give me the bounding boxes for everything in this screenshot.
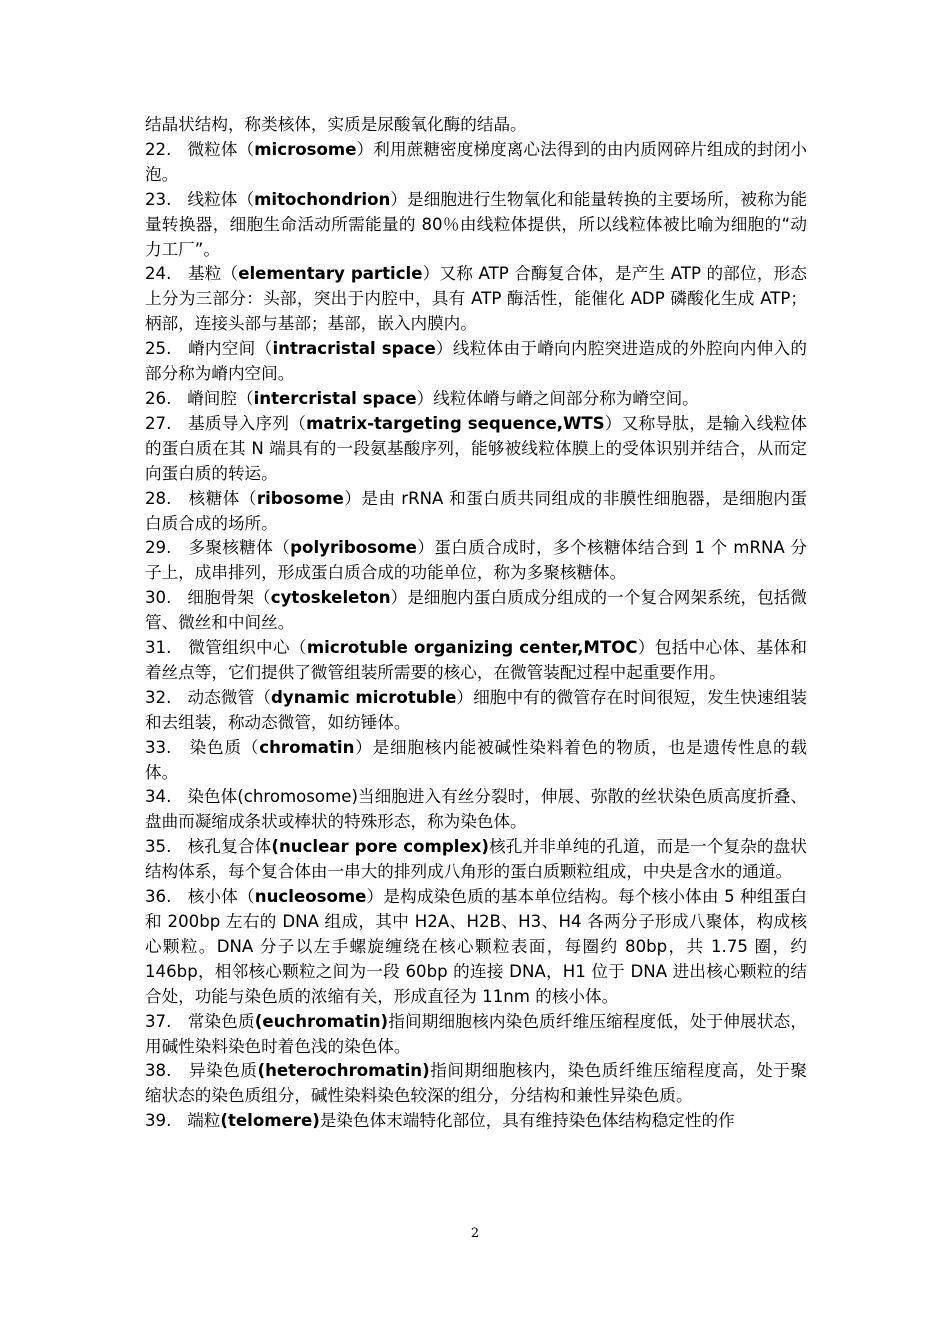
entry-chinese-term: 基粒（ <box>187 264 239 284</box>
entry-definition: ）是由 rRNA 和蛋白质共同组成的非膜性细胞器，是细胞内蛋白质合成的场所。 <box>145 488 808 533</box>
entry-english-term: (telomere) <box>220 1111 320 1131</box>
entry-number: 25. <box>145 339 172 359</box>
glossary-entry <box>145 487 807 537</box>
entry-definition: ）包括中心体、基体和着丝点等，它们提供了微管组装所需要的核心，在微管装配过程中起重要作用。 <box>145 638 807 682</box>
glossary-entry <box>145 785 807 835</box>
glossary-entry <box>145 1010 807 1060</box>
entry-english-term: chromatin <box>259 737 355 757</box>
entry-definition: ）又称导肽，是输入线粒体的蛋白质在其 N 端具有的一段氨基酸序列，能够被线粒体膜上的受体识别并结合，从而定向蛋白质的转运。 <box>145 413 808 483</box>
entry-chinese-term: 染色质（ <box>189 737 260 757</box>
entry-english-term: elementary particle <box>238 264 423 284</box>
entry-chinese-term: 动态微管（ <box>187 687 272 707</box>
entry-definition: ）是细胞内蛋白质成分组成的一个复合网架系统，包括微管、微丝和中间丝。 <box>145 588 808 633</box>
entry-definition: ）线粒体由于嵴向内腔突进造成的外腔向内伸入的部分称为嵴内空间。 <box>145 339 808 384</box>
entry-definition: ）线粒体嵴与嵴之间部分称为嵴空间。 <box>416 388 699 408</box>
glossary-entry <box>145 1109 807 1134</box>
entry-definition: ）蛋白质合成时，多个核糖体结合到 1 个 mRNA 分子上，成串排列，形成蛋白质合成的功能单位，称为多聚核糖体。 <box>145 538 807 583</box>
continuation-paragraph: 结晶状结构，称类核体，实质是尿酸氧化酶的结晶。 <box>145 115 527 134</box>
entry-chinese-term: 细胞骨架（ <box>187 588 271 608</box>
entry-definition: 指间期细胞核内染色质纤维压缩程度低，处于伸展状态，用碱性染料染色时着色浅的染色体。 <box>145 1011 808 1056</box>
entry-definition: ）利用蔗糖密度梯度离心法得到的由内质网碎片组成的封闭小泡。 <box>145 139 808 184</box>
entry-chinese-term: 染色体(chromosome)当细胞进入有丝分裂时，伸展、弥散的丝状染色质高度折叠、盘曲而凝缩成条状或棒状的特殊形态，称为染色体。 <box>145 787 808 832</box>
entry-chinese-term: 多聚核糖体（ <box>188 538 291 558</box>
glossary-entry <box>145 262 807 337</box>
entry-english-term: ribosome <box>256 488 344 508</box>
glossary-entry <box>145 835 807 885</box>
entry-chinese-term: 异染色质 <box>188 1061 258 1081</box>
entry-chinese-term: 线粒体（ <box>187 189 255 209</box>
entry-definition: ）细胞中有的微管存在时间很短，发生快速组装和去组装，称动态微管，如纺锤体。 <box>145 687 808 732</box>
document-body <box>145 113 807 1134</box>
entry-english-term: (nuclear pore complex) <box>271 837 489 857</box>
glossary-entry <box>145 1059 807 1109</box>
entry-number: 32. <box>145 687 172 707</box>
entry-number: 36. <box>145 887 172 907</box>
entry-english-term: microsome <box>254 139 357 159</box>
page-number: 2 <box>470 1226 480 1241</box>
entry-number: 28. <box>145 488 172 508</box>
entry-english-term: intercristal space <box>253 388 417 408</box>
entry-number: 34. <box>145 787 172 807</box>
entry-definition: 指间期细胞核内，染色质纤维压缩程度高，处于聚缩状态的染色质组分，碱性染料染色较深的组分，分结构和兼性异染色质。 <box>145 1061 808 1106</box>
entry-english-term: intracristal space <box>272 339 436 359</box>
entry-chinese-term: 微粒体（ <box>187 139 255 159</box>
entry-number: 29. <box>145 538 172 558</box>
entry-english-term: (euchromatin) <box>254 1011 389 1031</box>
glossary-entry <box>145 736 807 786</box>
entry-number: 22. <box>145 139 172 159</box>
entry-number: 26. <box>145 388 172 408</box>
entry-chinese-term: 微管组织中心（ <box>188 638 307 658</box>
entry-number: 35. <box>145 837 172 857</box>
entry-number: 33. <box>145 737 172 757</box>
entry-english-term: (heterochromatin) <box>257 1061 430 1081</box>
glossary-entry <box>145 387 807 412</box>
entry-english-term: cytoskeleton <box>270 588 391 608</box>
entry-definition: ）是细胞进行生物氧化和能量转换的主要场所，被称为能量转换器，细胞生命活动所需能量的 80％由线粒体提供，所以线粒体被比喻为细胞的“动力工厂”。 <box>145 189 808 259</box>
entry-number: 31. <box>145 638 172 658</box>
entry-english-term: nucleosome <box>254 887 367 907</box>
entry-number: 37. <box>145 1011 172 1031</box>
entry-number: 30. <box>145 588 172 608</box>
entry-english-term: mitochondrion <box>254 189 391 209</box>
entry-number: 38. <box>145 1061 172 1081</box>
glossary-entry <box>145 586 807 636</box>
entry-definition: ）是构成染色质的基本单位结构。每个核小体由 5 种组蛋白和 200bp 左右的 DNA 组成，其中 H2A、H2B、H3、H4 各两分子形成八聚体，构成核心颗粒。DNA 分子以左手螺旋缠绕在核心颗粒表面，每圈约 80bp，共 1.75 圈，约 146bp，相邻核心颗粒之间为一段 60bp 的连接 DNA，H1 位于 DNA 进出核心颗粒的结合处，功能与染色质的浓缩有关，形成直径为 11nm 的核小体。 <box>145 887 808 1006</box>
glossary-entry <box>145 188 807 263</box>
entry-definition: ）是细胞核内能被碱性染料着色的物质，也是遗传性息的载体。 <box>145 737 807 782</box>
glossary-entry <box>145 138 807 188</box>
glossary-entry <box>145 686 807 736</box>
entry-english-term: microtuble organizing center,MTOC <box>306 638 638 658</box>
glossary-list <box>145 138 807 1134</box>
entry-definition: 是染色体末端特化部位，具有维持染色体结构稳定性的作 <box>319 1111 735 1131</box>
entry-chinese-term: 端粒 <box>187 1111 221 1131</box>
glossary-entry <box>145 412 807 487</box>
entry-english-term: polyribosome <box>290 538 417 558</box>
entry-definition: ）又称 ATP 合酶复合体，是产生 ATP 的部位，形态上分为三部分：头部，突出于内腔中，具有 ATP 酶活性，能催化 ADP 磷酸化生成 ATP；柄部，连接头部与基部；基部，嵌入内膜内。 <box>145 264 808 334</box>
glossary-entry <box>145 885 807 1010</box>
entry-number: 39. <box>145 1111 172 1131</box>
entry-english-term: dynamic microtuble <box>271 687 457 707</box>
entry-chinese-term: 嵴间腔（ <box>187 388 254 408</box>
entry-number: 23. <box>145 189 172 209</box>
glossary-entry <box>145 337 807 387</box>
entry-number: 24. <box>145 264 172 284</box>
entry-chinese-term: 核糖体（ <box>188 488 257 508</box>
glossary-entry <box>145 536 807 586</box>
entry-chinese-term: 基质导入序列（ <box>188 413 307 433</box>
entry-chinese-term: 常染色质 <box>187 1011 255 1031</box>
entry-chinese-term: 核孔复合体 <box>187 837 272 857</box>
entry-definition: 核孔并非单纯的孔道，而是一个复杂的盘状结构体系，每个复合体由一串大的排列成八角形的蛋白质颗粒组成，中央是含水的通道。 <box>145 837 808 882</box>
entry-english-term: matrix-targeting sequence,WTS <box>306 413 605 433</box>
entry-chinese-term: 嵴内空间（ <box>188 339 273 359</box>
glossary-entry <box>145 636 807 686</box>
entry-chinese-term: 核小体（ <box>187 887 255 907</box>
entry-number: 27. <box>145 413 172 433</box>
